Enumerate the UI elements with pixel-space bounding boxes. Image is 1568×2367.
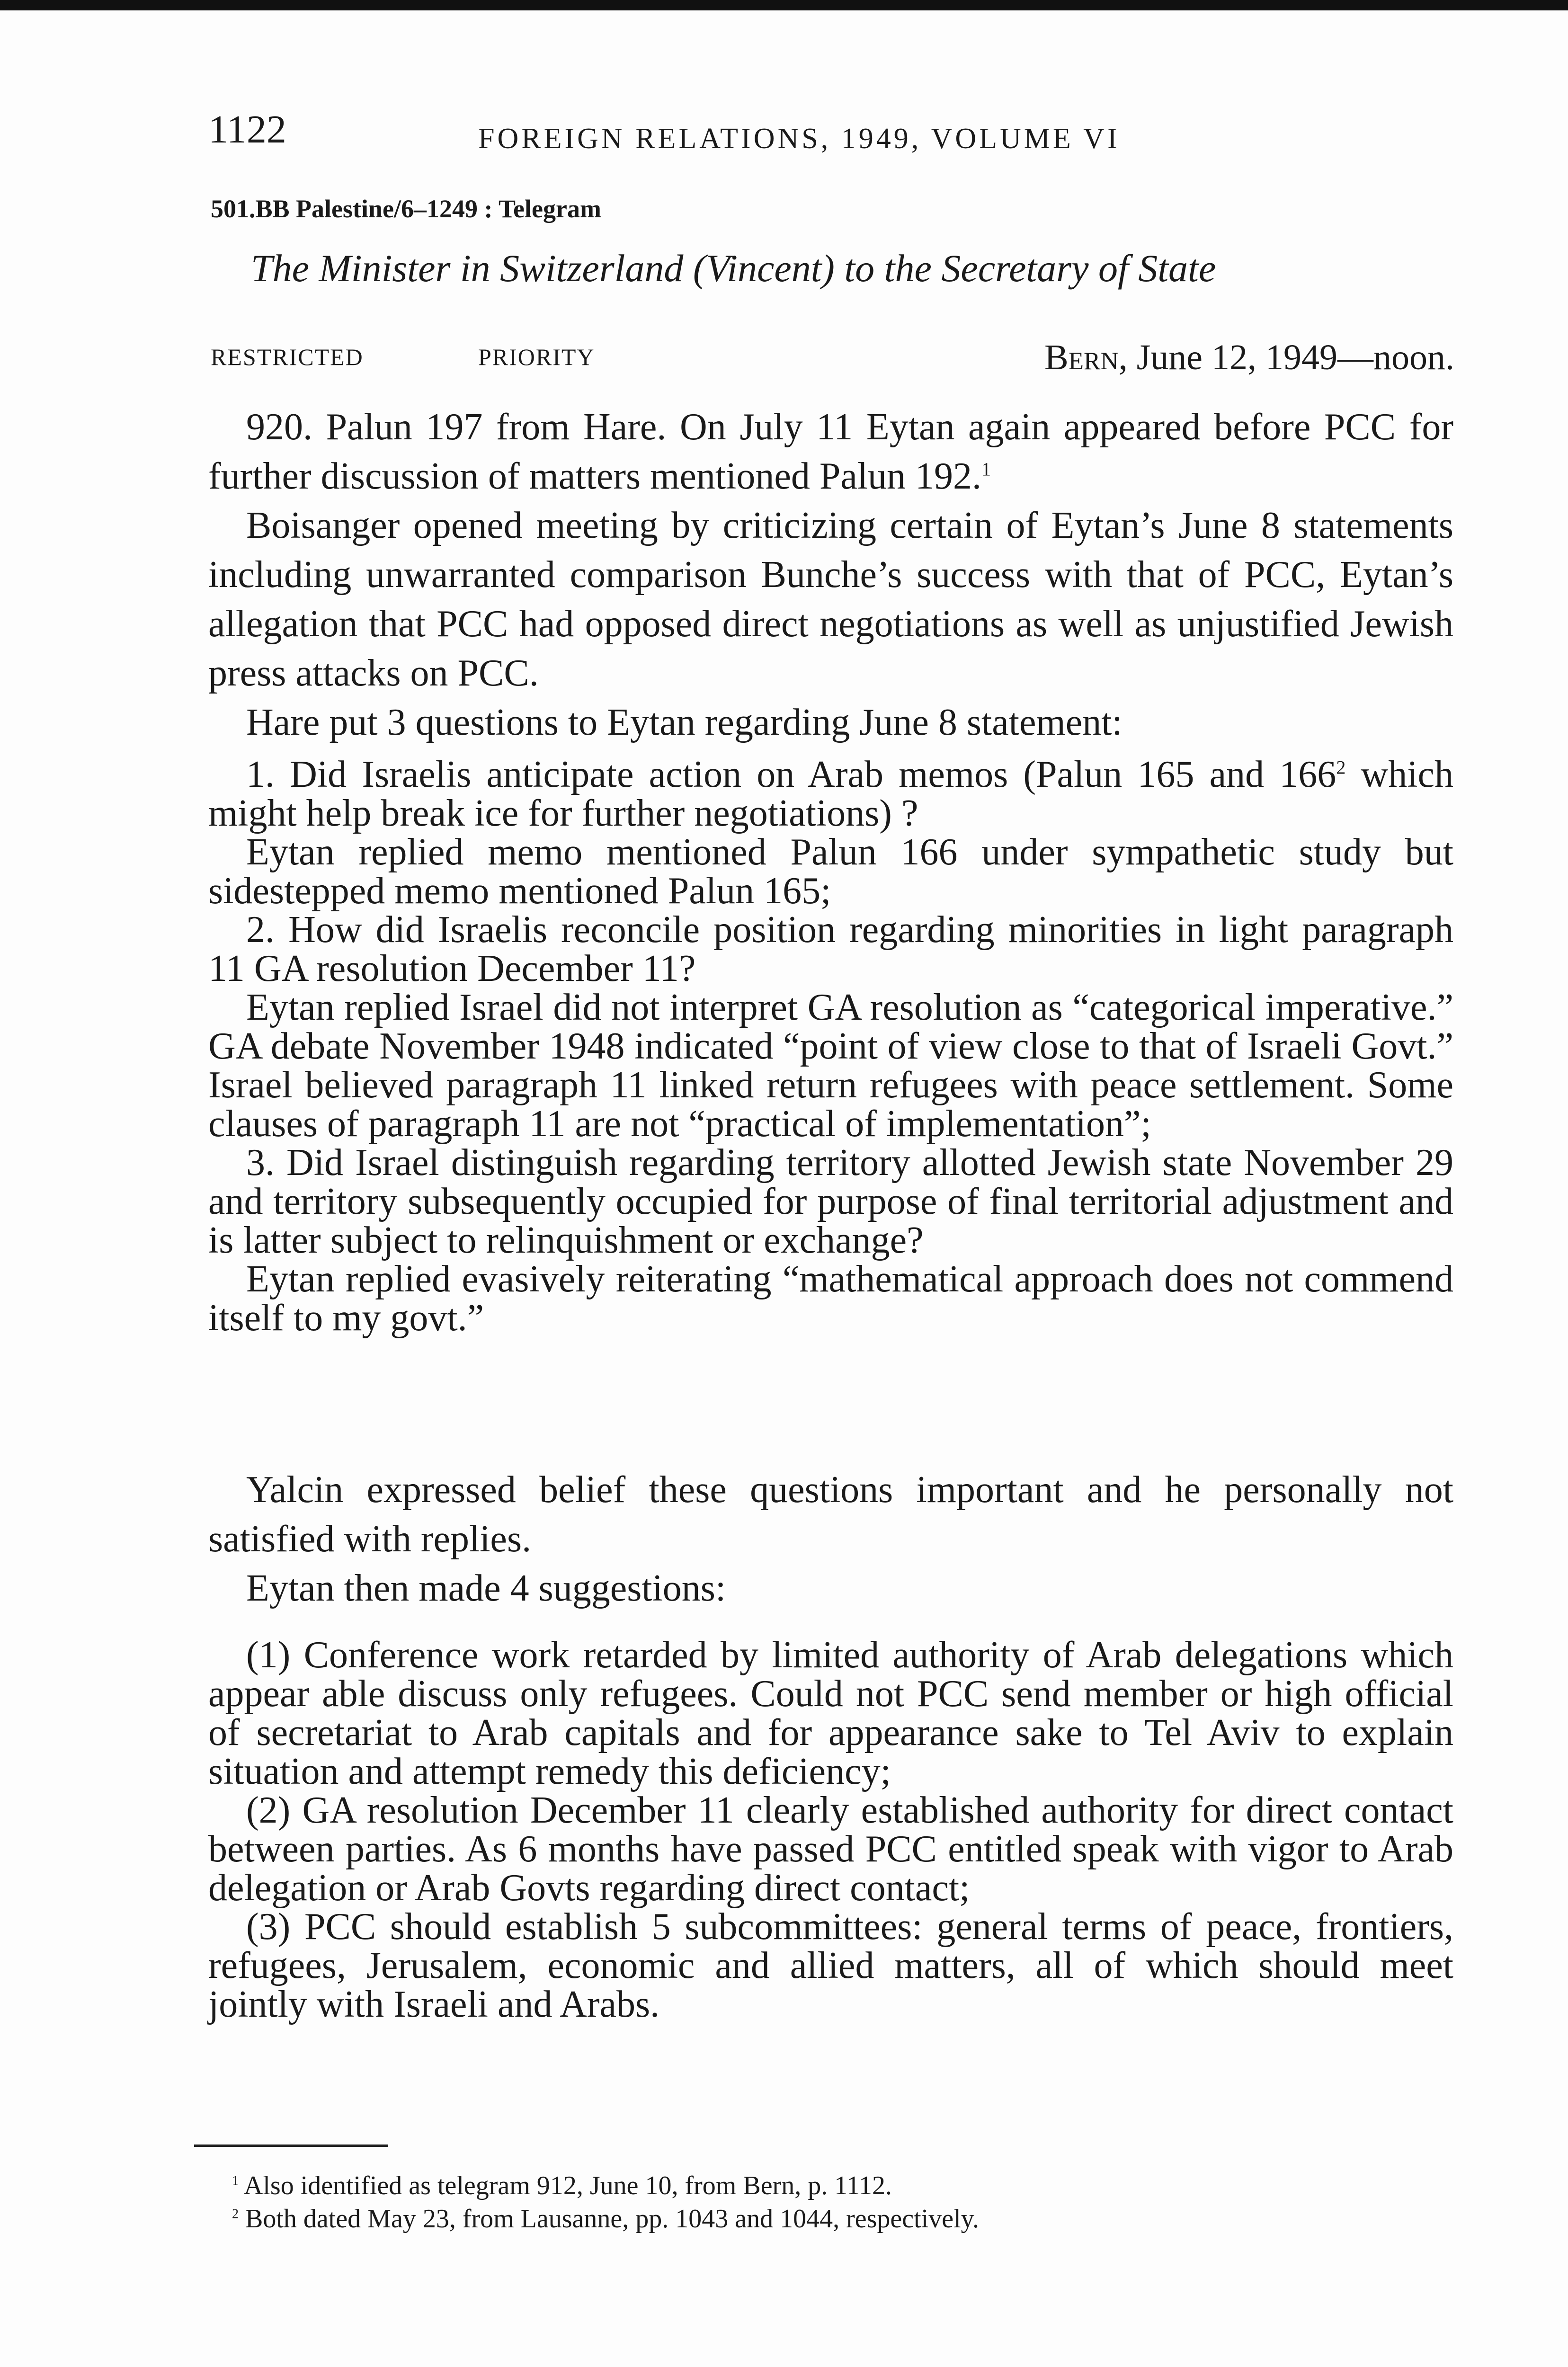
footnote-text: Both dated May 23, from Lausanne, pp. 1043 and 1044, respectively.: [239, 2204, 980, 2234]
question-item: 3. Did Israel distinguish regarding territory allotted Jewish state November 29 and territory subsequently occupied for purpose of final territorial adjustment and is latter subject to relinquishment or exchange?: [208, 1142, 1453, 1261]
reply-item: Eytan replied evasively reiterating “mathematical approach does not commend itself to my govt.”: [208, 1258, 1453, 1339]
reply-item: Eytan replied Israel did not interpret GA resolution as “categorical imperative.” GA debate November 1948 indicated “point of view close to that of Israeli Govt.” Israel believed paragraph 11 linked return refugees with peace settlement. Some clauses of paragraph 11 are not “practical of implementation”;: [208, 987, 1453, 1145]
question-item: 2. How did Israelis reconcile position regarding minorities in light paragraph 11 GA resolution December 11?: [208, 909, 1453, 989]
top-border: [0, 0, 1568, 10]
questions-block: [208, 755, 1453, 1337]
suggestion-item: (2) GA resolution December 11 clearly established authority for direct contact between parties. As 6 months have passed PCC entitled speak with vigor to Arab delegation or Arab Govts regarding direct contact;: [208, 1789, 1453, 1909]
reply-item: Eytan replied memo mentioned Palun 166 under sympathetic study but sidestepped memo mentioned Palun 165;: [208, 831, 1453, 912]
precedence-label: PRIORITY: [478, 344, 595, 370]
suggestion-item: (1) Conference work retarded by limited authority of Arab delegations which appear able discuss only refugees. Could not PCC send member or high official of secretariat to Arab capitals and for appearance sake to Tel Aviv to explain situation and attempt remedy this deficiency;: [208, 1634, 1453, 1792]
dateline-place: Bern: [1044, 338, 1119, 377]
footnote: [232, 2204, 979, 2234]
paragraph-text: 920. Palun 197 from Hare. On July 11 Eytan again appeared before PCC for further discussion of matters mentioned Palun 192.: [208, 406, 1453, 497]
document-title: The Minister in Switzerland (Vincent) to the Secretary of State: [251, 247, 1216, 290]
suggestions-block: [208, 1636, 1453, 2024]
paragraph: Yalcin expressed belief these questions important and he personally not satisfied with replies.: [208, 1469, 1453, 1560]
running-title: FOREIGN RELATIONS, 1949, VOLUME VI: [478, 123, 1120, 155]
footnote-divider: [194, 2145, 388, 2147]
footnote-mark: 2: [232, 2207, 239, 2222]
paragraph: Boisanger opened meeting by criticizing certain of Eytan’s June 8 statements including unwarranted comparison Bunche’s success with that of PCC, Eytan’s allegation that PCC had opposed direct negotiations as well as unjustified Jewish press attacks on PCC.: [208, 505, 1453, 694]
footnote-ref: 2: [1336, 756, 1346, 778]
dateline: [1044, 337, 1454, 378]
question-text-cont: which might help break ice for further negotiations) ?: [208, 754, 1453, 834]
footnote-mark: 1: [232, 2173, 239, 2189]
footnote-ref: 1: [981, 458, 991, 480]
page-number: 1122: [208, 107, 286, 151]
opening-paragraphs: [208, 402, 1453, 747]
question-text: 1. Did Israelis anticipate action on Arab memos (Palun 165 and 166: [246, 754, 1336, 795]
paragraph: [208, 402, 1453, 501]
file-reference: 501.BB Palestine/6–1249 : Telegram: [211, 195, 601, 223]
footnote-text: Also identified as telegram 912, June 10, from Bern, p. 1112.: [239, 2171, 892, 2200]
middle-paragraphs: [208, 1465, 1453, 1613]
dateline-date: , June 12, 1949—noon.: [1118, 338, 1454, 377]
paragraph: Eytan then made 4 suggestions:: [246, 1567, 726, 1609]
footnote: [232, 2171, 892, 2201]
classification-label: RESTRICTED: [211, 344, 364, 370]
question-item: [208, 755, 1453, 833]
paragraph: Hare put 3 questions to Eytan regarding June 8 statement:: [246, 702, 1123, 743]
suggestion-item: (3) PCC should establish 5 subcommittees: general terms of peace, frontiers, refugees, Jerusalem, economic and allied matters, all of which should meet jointly with Israeli and Arabs.: [208, 1906, 1453, 2025]
